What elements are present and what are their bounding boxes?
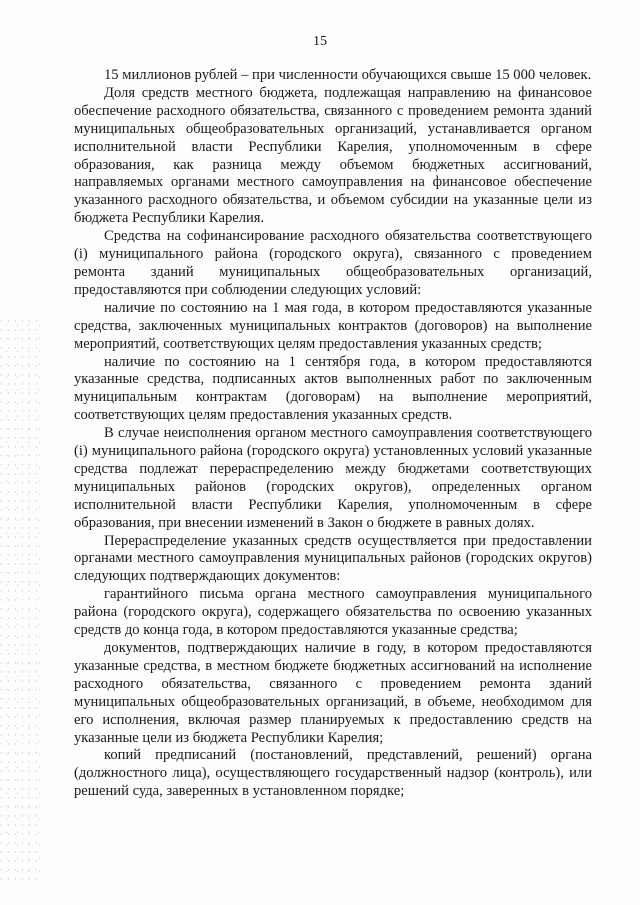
paragraph: Перераспределение указанных средств осуществляется при предоставлении органами местного самоуправления муниципальных районов (городских округов) следующих подтверждающих документов:	[74, 532, 592, 585]
paragraph: Доля средств местного бюджета, подлежащая направлению на финансовое обеспечение расходного обязательства, связанного с проведением ремонта зданий муниципальных общеобразовательных организаций, устанавливается органом исполнительной власти Республики Карелия, уполномоченным в сфере образования, как разница между объемом бюджетных ассигнований, направляемых органами местного самоуправления на финансовое обеспечение указанного расходного обязательства, и объемом субсидии на указанные цели из бюджета Республики Карелия.	[74, 84, 592, 227]
paragraph: документов, подтверждающих наличие в году, в котором предоставляются указанные средства, в местном бюджете бюджетных ассигнований на исполнение расходного обязательства, связанного с проведением ремонта зданий муниципальных общеобразовательных организаций, в объеме, необходимом для его исполнения, включая размер планируемых к предоставлению средств на указанные цели из бюджета Республики Карелия;	[74, 640, 592, 746]
paragraph: наличие по состоянию на 1 сентября года, в котором предоставляются указанные средства, подписанных актов выполненных работ по заключенным муниципальным контрактам (договорам) на выполнение мероприятий, соответствующих целям предоставления указанных средств.	[74, 353, 592, 424]
paragraph: 15 миллионов рублей – при численности обучающихся свыше 15 000 человек.	[104, 67, 592, 83]
page-number: 15	[313, 34, 327, 49]
document-body	[74, 67, 592, 801]
paragraph: гарантийного письма органа местного самоуправления муниципального района (городского округа), содержащего обязательства по освоению указанных средств до конца года, в котором предоставляются указанные средства;	[74, 586, 592, 639]
paragraph: наличие по состоянию на 1 мая года, в котором предоставляются указанные средства, заключенных муниципальных контрактов (договоров) на выполнение мероприятий, соответствующих целям предоставления указанных средств;	[74, 299, 592, 352]
paragraph: Средства на софинансирование расходного обязательства соответствующего (i) муниципального района (городского округа), связанного с проведением ремонта зданий муниципальных общеобразовательных организаций, предоставляются при соблюдении следующих условий:	[74, 228, 592, 298]
paragraph: копий предписаний (постановлений, представлений, решений) органа (должностного лица), осуществляющего государственный надзор (контроль), или решений суда, заверенных в установленном порядке;	[74, 747, 592, 800]
paragraph: В случае неисполнения органом местного самоуправления соответствующего (i) муниципального района (городского округа) установленных условий указанные средства подлежат перераспределению между бюджетами соответствующих муниципальных районов (городских округов), определенных органом исполнительной власти Республики Карелия, уполномоченным в сфере образования, при внесении изменений в Закон о бюджете в равных долях.	[74, 425, 592, 531]
scan-edge-noise	[0, 320, 40, 880]
